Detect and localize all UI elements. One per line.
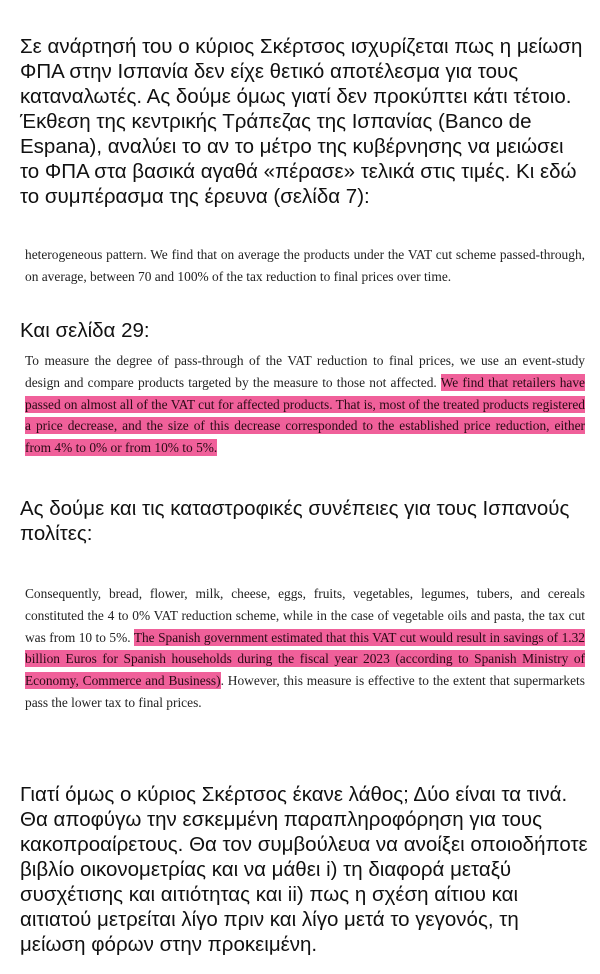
quote-consequences-plain-before: Consequently, bread, flower, milk, cheese, eggs, fruits, vegetables, legumes, tubers, and cereals constituted the 4 to 0% VAT reduction scheme, while in the case of vegetable oils and pasta, the tax cut was from 10 to 5%.: [25, 586, 585, 645]
closing-paragraph: Γιατί όμως ο κύριος Σκέρτσος έκανε λάθος; Δύο είναι τα τινά. Θα αποφύγω την εσκεμμένη παραπληροφόρηση για τους κακοπροαίρετους. Θα τον συμβούλευα να ανοίξει οποιοδήποτε βιβλίο οικονομετρίας και να μάθει i) τη διαφορά μεταξύ συσχέτισης και αιτιότητας και ii) πως η σχέση αίτιου και αιτιατού μετρείται λίγο πριν και λίγο μετά το γεγονός, τη μείωση φόρων στην προκειμένη.: [20, 783, 588, 956]
quote-page-29: [25, 350, 585, 459]
quote-page-29-highlight: We find that retailers have passed on almost all of the VAT cut for affected products. That is, most of the treated products registered a price decrease, and the size of this decrease corresponded to the established price reduction, either from 4% to 0% or from 10% to 5%.: [25, 374, 585, 456]
quote-consequences-plain-after: . However, this measure is effective to the extent that supermarkets pass the lower tax to final prices.: [25, 673, 585, 710]
intro-paragraph: Σε ανάρτησή του ο κύριος Σκέρτσος ισχυρίζεται πως η μείωση ΦΠΑ στην Ισπανία δεν είχε θετικό αποτέλεσμα για τους καταναλωτές. Ας δούμε όμως γιατί δεν προκύπτει κάτι τέτοιο. Έκθεση της κεντρικής Τράπεζας της Ισπανίας (Banco de Espana), αναλύει το αν το μέτρο της κυβέρνησης να μειώσει το ΦΠΑ στα βασικά αγαθά «πέρασε» τελικά στις τιμές. Κι εδώ το συμπέρασμα της έρευνα (σελίδα 7):: [20, 35, 583, 208]
quote-consequences: [25, 583, 585, 714]
quote-page-7: heterogeneous pattern. We find that on average the products under the VAT cut scheme passed-through, on average, between 70 and 100% of the tax reduction to final prices over time.: [25, 247, 585, 284]
quote-consequences-highlight: The Spanish government estimated that this VAT cut would result in savings of 1.32 billion Euros for Spanish households during the fiscal year 2023 (according to Spanish Ministry of Economy, Commerce and Business): [25, 629, 586, 689]
page-29-label: Και σελίδα 29:: [20, 319, 150, 342]
consequences-paragraph: Ας δούμε και τις καταστροφικές συνέπειες για τους Ισπανούς πολίτες:: [20, 497, 570, 545]
quote-page-29-plain: To measure the degree of pass-through of the VAT reduction to final prices, we use an event-study design and compare products targeted by the measure to those not affected.: [25, 353, 585, 390]
